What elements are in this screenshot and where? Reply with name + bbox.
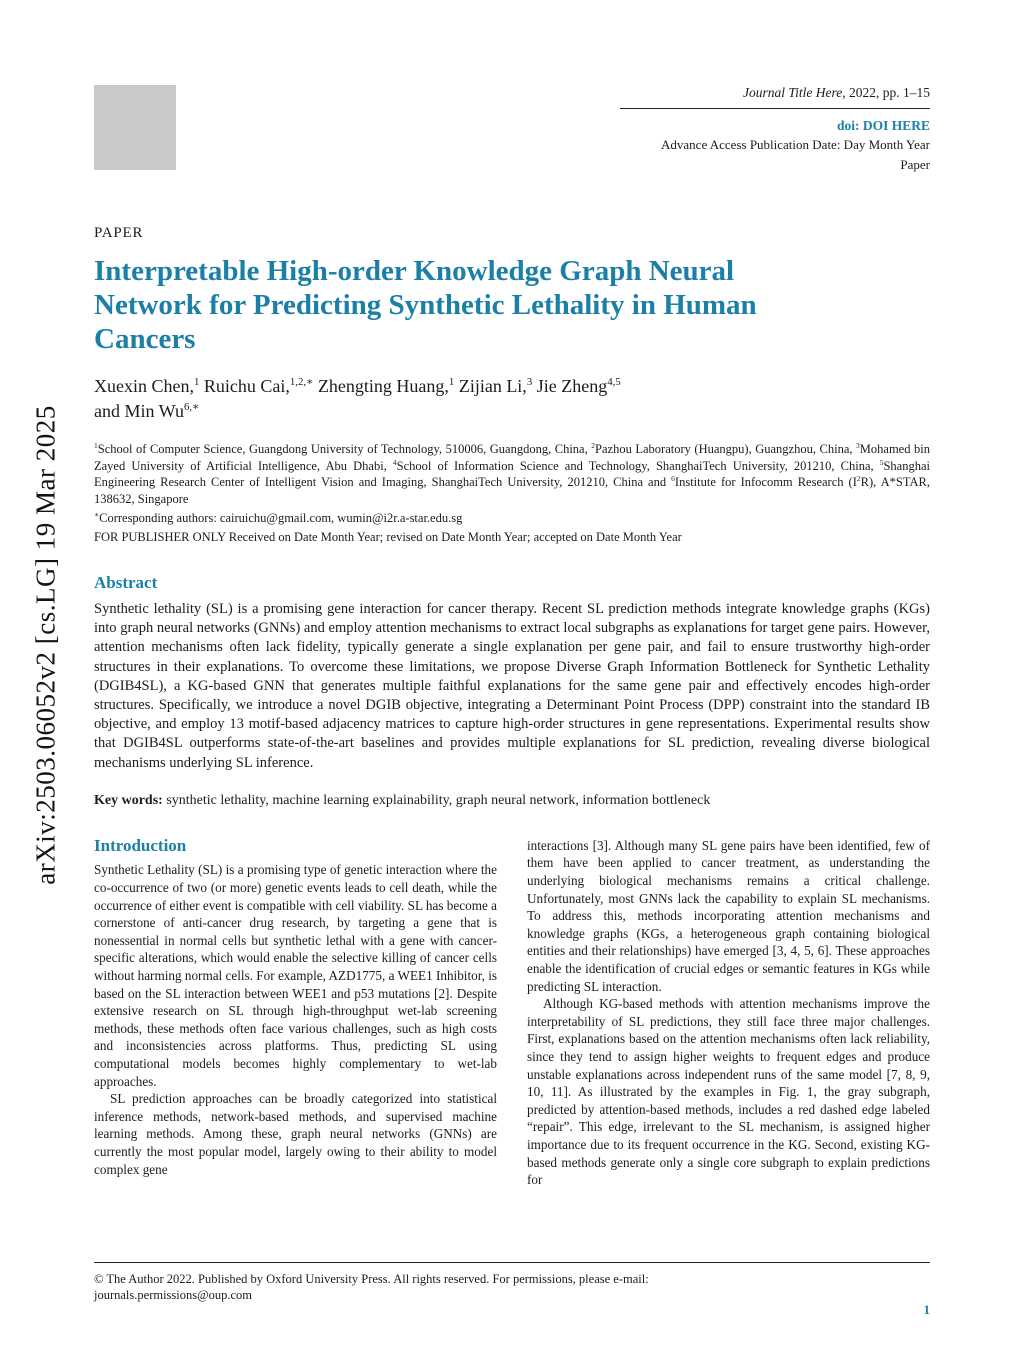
journal-header <box>94 85 930 173</box>
left-column <box>94 837 497 1189</box>
header-divider <box>620 108 930 109</box>
intro-paragraph-1: Synthetic Lethality (SL) is a promising type of genetic interaction where the co-occurrence of two (or more) genetic events leads to cell death, while the occurrence of either event is compatible with cell viability. SL has become a cornerstone of anti-cancer drug research, by targeting a gene that is nonessential in normal cells but synthetic lethal with a gene with cancer-specific alterations, which would enable the selective killing of cancer cells without harming normal cells. For example, AZD1775, a WEE1 Inhibitor, is based on the SL interaction between WEE1 and p53 mutations [2]. Despite extensive research on SL through high-throughput wet-lab screening methods, these methods often face various challenges, such as high costs and inconsistencies across platforms. Thus, predicting SL using computational models becomes highly complementary to wet-lab approaches. <box>94 862 497 1089</box>
copyright-notice: © The Author 2022. Published by Oxford University Press. All rights reserved. For permissions, please e-mail: journals.permissions@oup.com <box>94 1272 649 1302</box>
corresponding-authors-line: ∗Corresponding authors: cairuichu@gmail.com, wumin@i2r.a-star.edu.sg <box>94 509 463 525</box>
author-list: Xuexin Chen,$^1$ Ruichu Cai,$^{1,2,∗}$ Zhengting Huang,$^1$ Zijian Li,$^3$ Jie Zheng$^{4,5}$ and Min $Wu^{6,∗}$ <box>94 376 621 421</box>
journal-title-line: Journal Title Here, 2022, pp. 1–15 <box>743 85 930 100</box>
article-type-label: Paper <box>900 157 930 172</box>
journal-logo-placeholder <box>94 85 176 170</box>
paper-title: Interpretable High-order Knowledge Graph Neural Network for Predicting Synthetic Lethality in Human Cancers <box>94 255 757 355</box>
keywords-line <box>94 793 930 809</box>
affiliation-list: $^1$School of Computer Science, Guangdong University of Technology, 510006, Guangdong, China, $^2$Pazhou Laboratory (Huangpu), Guangzhou, China, $^3$Mohamed bin Zayed University of Artificial Intelligence, Abu Dhabi, $^4$School of Information Science and Technology, ShanghaiTech University, 201210, China, $^5$Shanghai Engineering Research Center of Intelligent Vision and Imaging, ShanghaiTech University, 201210, China and $^6$Institute for Infocomm Research $(I^2R)$, A*STAR, 138632, Singapore <box>94 440 931 506</box>
intro-paragraph-4: Although KG-based methods with attention mechanisms improve the interpretability of SL predictions, they still face three major challenges. First, explanations based on the attention mechanisms often lack reliability, since they tend to assign higher weights to frequent edges and produce unstable explanations across independent runs of the same model [7, 8, 9, 10, 11]. As illustrated by the examples in Fig. 1, the gray subgraph, predicted by attention-based methods, includes a red dashed edge labeled “repair”. This edge, irrelevant to the SL mechanism, is assigned higher importance due to its frequent occurrence in the KG. Second, existing KG-based methods generate only a single core subgraph to explain predictions for <box>527 996 930 1188</box>
page-footer <box>94 1262 930 1317</box>
keywords-text: synthetic lethality, machine learning explainability, graph neural network, information bottleneck <box>162 792 711 808</box>
intro-paragraph-2: SL prediction approaches can be broadly categorized into statistical inference methods, network-based methods, and supervised machine learning methods. Among these, graph neural networks (GNNs) are currently the most popular model, largely owing to their ability to model complex gene <box>94 1091 497 1177</box>
body-columns <box>94 837 930 1189</box>
section-heading-introduction: Introduction <box>94 835 187 855</box>
received-dates-line: FOR PUBLISHER ONLY Received on Date Month Year; revised on Date Month Year; accepted on Date Month Year <box>94 530 682 544</box>
footer-divider <box>94 1262 930 1263</box>
arxiv-watermark: arXiv:2503.06052v2 [cs.LG] 19 Mar 2025 <box>30 405 61 885</box>
abstract-heading: Abstract <box>94 573 158 592</box>
advance-access-line: Advance Access Publication Date: Day Month Year <box>661 137 930 152</box>
article-category-label: PAPER <box>94 225 144 241</box>
intro-paragraph-3: interactions [3]. Although many SL gene pairs have been identified, few of them have been applied to cancer treatment, as understanding the underlying biological mechanisms remains a critical challenge. Unfortunately, most GNNs lack the capability to explain SL mechanisms. To address this, methods incorporating attention mechanisms and knowledge graphs (KGs, a heterogeneous graph containing biological entities and their relationships) have emerged [3, 4, 5, 6]. These approaches enable the identification of crucial edges or semantic features in KGs while predicting SL interaction. <box>527 837 930 994</box>
abstract-text: Synthetic lethality (SL) is a promising gene interaction for cancer therapy. Recent SL prediction methods integrate knowledge graphs (KGs) into graph neural networks (GNNs) and employ attention mechanisms to extract local subgraphs as explanations for target gene pairs. However, attention mechanisms often lack fidelity, typically generate a single explanation per gene pair, and fail to ensure trustworthy high-order structures in their explanations. To overcome these limitations, we propose Diverse Graph Information Bottleneck for Synthetic Lethality (DGIB4SL), a KG-based GNN that generates multiple faithful explanations for the same gene pair and effectively encodes high-order structures. Specifically, we introduce a novel DGIB objective, integrating a Determinant Point Process (DPP) constraint into the standard IB objective, and employ 13 motif-based adjacency matrices to capture high-order structures in gene representations. Experimental results show that DGIB4SL outperforms state-of-the-art baselines and provides multiple explanations for SL prediction, revealing diverse biological mechanisms underlying SL inference. <box>94 601 930 771</box>
right-column <box>527 837 930 1189</box>
page-number: 1 <box>923 1302 930 1317</box>
keywords-label: Key words: <box>94 792 163 808</box>
doi-link[interactable]: doi: DOI HERE <box>836 118 930 133</box>
